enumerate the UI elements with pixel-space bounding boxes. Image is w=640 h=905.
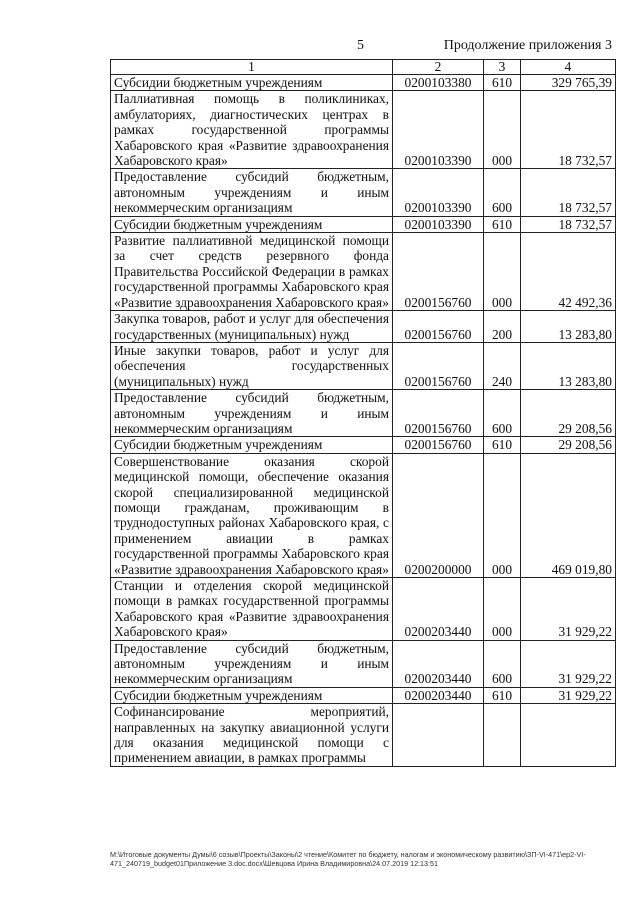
file-path-footer: М:\Итоговые документы Думы\6 созыв\Проекты\Законы\2 чтение\Комитет по бюджету, налогам и экономическому развитию\ЗП-VI-471\ер2-VI-471_240719_budget01Приложение 3.doc.docx\Шевцова Ирина Владимировна\24.07.2019 12:13:51 xyxy=(110,850,586,868)
row-type: 000 xyxy=(484,91,521,169)
row-name: Паллиативная помощь в поликлиниках, амбулаториях, диагностических центрах в рамках государственной программы Хабаровского края «Развитие здравоохранения Хабаровского края» xyxy=(111,91,393,169)
row-name: Совершенствование оказания скорой медицинской помощи, обеспечение оказания скорой специализированной медицинской помощи гражданам, проживающим в труднодоступных районах Хабаровского края, с применением авиации в рамках государственной программы Хабаровского края «Развитие здравоохранения Хабаровского края» xyxy=(111,453,393,577)
row-type: 600 xyxy=(484,640,521,687)
row-sum: 31 929,22 xyxy=(521,578,616,641)
table-row xyxy=(111,216,616,232)
row-code: 0200156760 xyxy=(393,390,484,437)
row-type: 610 xyxy=(484,216,521,232)
row-code: 0200103390 xyxy=(393,216,484,232)
row-type: 600 xyxy=(484,169,521,216)
row-sum: 31 929,22 xyxy=(521,640,616,687)
row-name: Субсидии бюджетным учреждениям xyxy=(111,437,393,453)
column-header: 3 xyxy=(484,60,521,75)
table-row xyxy=(111,640,616,687)
row-code: 0200103390 xyxy=(393,169,484,216)
row-name: Предоставление субсидий бюджетным, автономным учреждениям и иным некоммерческим организациям xyxy=(111,390,393,437)
table-row xyxy=(111,704,616,767)
row-sum: 13 283,80 xyxy=(521,342,616,389)
row-sum: 29 208,56 xyxy=(521,390,616,437)
table-row xyxy=(111,311,616,343)
row-sum: 31 929,22 xyxy=(521,687,616,703)
row-code: 0200156760 xyxy=(393,233,484,311)
row-name: Софинансирование мероприятий, направленных на закупку авиационной услуги для оказания медицинской помощи с применением авиации, в рамках программы xyxy=(111,704,393,767)
row-name: Закупка товаров, работ и услуг для обеспечения государственных (муниципальных) нужд xyxy=(111,311,393,343)
page-number: 5 xyxy=(357,38,364,53)
row-name: Субсидии бюджетным учреждениям xyxy=(111,687,393,703)
budget-table xyxy=(110,59,616,767)
table-row xyxy=(111,169,616,216)
row-name: Предоставление субсидий бюджетным, автономным учреждениям и иным некоммерческим организациям xyxy=(111,640,393,687)
row-type: 610 xyxy=(484,75,521,91)
row-code xyxy=(393,704,484,767)
table-row xyxy=(111,390,616,437)
table-row xyxy=(111,91,616,169)
row-type: 200 xyxy=(484,311,521,343)
row-type: 000 xyxy=(484,453,521,577)
row-code: 0200103380 xyxy=(393,75,484,91)
column-header: 4 xyxy=(521,60,616,75)
column-header: 2 xyxy=(393,60,484,75)
row-sum: 13 283,80 xyxy=(521,311,616,343)
row-name: Субсидии бюджетным учреждениям xyxy=(111,216,393,232)
table-row xyxy=(111,687,616,703)
row-code: 0200203440 xyxy=(393,640,484,687)
row-sum: 469 019,80 xyxy=(521,453,616,577)
row-code: 0200203440 xyxy=(393,578,484,641)
row-sum: 42 492,36 xyxy=(521,233,616,311)
row-type: 600 xyxy=(484,390,521,437)
table-row xyxy=(111,578,616,641)
row-sum: 18 732,57 xyxy=(521,216,616,232)
row-name: Станции и отделения скорой медицинской помощи в рамках государственной программы Хабаровского края «Развитие здравоохранения Хабаровского края» xyxy=(111,578,393,641)
continuation-note: Продолжение приложения 3 xyxy=(443,38,612,53)
column-header: 1 xyxy=(111,60,393,75)
row-sum: 329 765,39 xyxy=(521,75,616,91)
row-type: 610 xyxy=(484,687,521,703)
row-name: Субсидии бюджетным учреждениям xyxy=(111,75,393,91)
table-header-row xyxy=(111,60,616,75)
table-row xyxy=(111,75,616,91)
table-row xyxy=(111,453,616,577)
row-code: 0200156760 xyxy=(393,437,484,453)
table-row xyxy=(111,233,616,311)
table-row xyxy=(111,437,616,453)
row-sum: 18 732,57 xyxy=(521,91,616,169)
row-code: 0200156760 xyxy=(393,342,484,389)
row-type: 610 xyxy=(484,437,521,453)
row-name: Предоставление субсидий бюджетным, автономным учреждениям и иным некоммерческим организациям xyxy=(111,169,393,216)
row-sum: 29 208,56 xyxy=(521,437,616,453)
row-type: 000 xyxy=(484,578,521,641)
row-type: 000 xyxy=(484,233,521,311)
row-code: 0200103390 xyxy=(393,91,484,169)
row-sum xyxy=(521,704,616,767)
row-type xyxy=(484,704,521,767)
row-code: 0200203440 xyxy=(393,687,484,703)
row-name: Иные закупки товаров, работ и услуг для обеспечения государственных (муниципальных) нужд xyxy=(111,342,393,389)
row-type: 240 xyxy=(484,342,521,389)
row-code: 0200156760 xyxy=(393,311,484,343)
table-row xyxy=(111,342,616,389)
row-sum: 18 732,57 xyxy=(521,169,616,216)
row-code: 0200200000 xyxy=(393,453,484,577)
row-name: Развитие паллиативной медицинской помощи за счет средств резервного фонда Правительства Российской Федерации в рамках государственной программы Хабаровского края «Развитие здравоохранения Хабаровского края» xyxy=(111,233,393,311)
